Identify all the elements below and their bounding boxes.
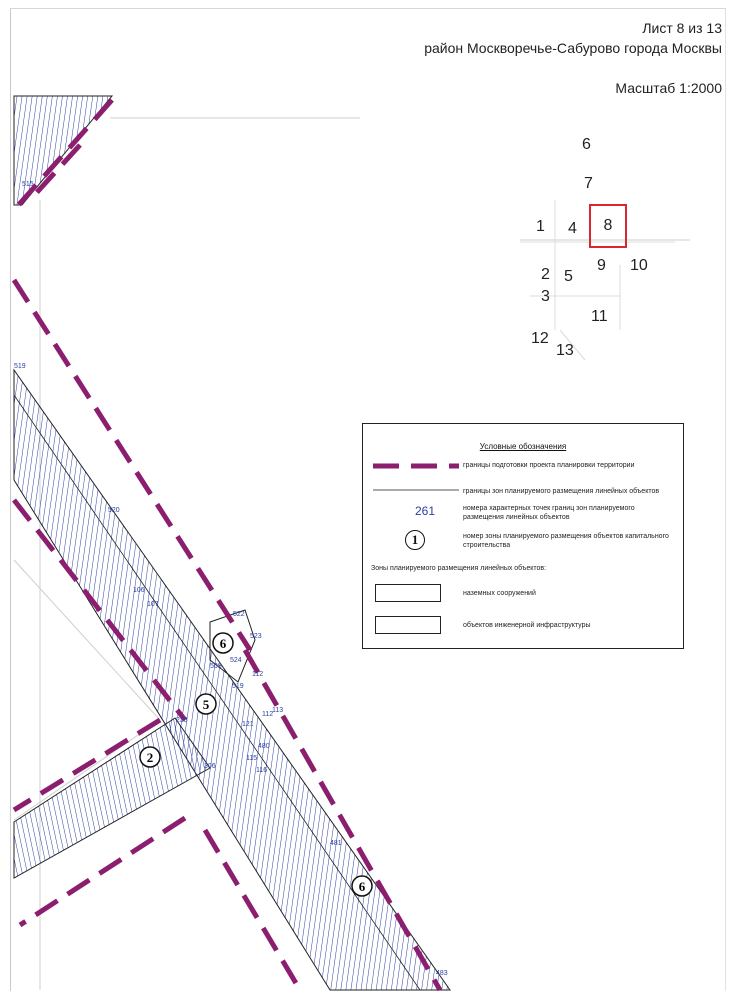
thin-line-icon xyxy=(371,486,461,494)
point-label: 519 xyxy=(14,363,26,370)
zone-number-marker xyxy=(140,747,160,767)
current-sheet-frame xyxy=(589,204,627,248)
point-label: 481 xyxy=(330,840,342,847)
legend-item-text: номер зоны планируемого размещения объектов капитального строительства xyxy=(463,533,669,549)
point-label: 524 xyxy=(230,657,242,664)
legend-title: Условные обозначения xyxy=(479,442,567,451)
sheet-6: 6 xyxy=(582,136,591,153)
sheet-11: 11 xyxy=(591,308,608,325)
legend xyxy=(362,423,684,649)
hatched-zone-top-left xyxy=(14,96,112,205)
legend-zone-text: объектов инженерной инфраструктуры xyxy=(463,622,591,629)
point-label: 238 xyxy=(176,717,188,724)
ground-structures-sample-box xyxy=(375,584,441,602)
point-label: 113 xyxy=(272,707,284,714)
point-label: 116 xyxy=(256,767,268,774)
sheet-8: 8 xyxy=(603,217,613,234)
zone-number-marker xyxy=(352,876,372,896)
point-label: 508 xyxy=(210,663,222,670)
zone-number-sample: 1 xyxy=(405,530,425,550)
sheet-7: 7 xyxy=(584,175,593,192)
dashed-boundary-icon xyxy=(371,460,461,472)
legend-zones-title: Зоны планируемого размещения линейных объектов: xyxy=(371,565,547,572)
zone-number: 6 xyxy=(219,636,227,651)
sheet-number: Лист 8 из 13 xyxy=(642,20,722,36)
sheet-2: 2 xyxy=(541,266,550,283)
zone-number: 2 xyxy=(146,750,154,765)
point-label: 112 xyxy=(262,711,274,718)
legend-item-text: границы зон планируемого размещения линейных объектов xyxy=(463,488,660,495)
point-label: 523 xyxy=(250,633,262,640)
hatched-zone-branch xyxy=(14,718,210,878)
point-label: 483 xyxy=(436,970,448,977)
zone-number-marker xyxy=(196,694,216,714)
sheet-3: 3 xyxy=(541,288,550,305)
scale-label: Масштаб 1:2000 xyxy=(615,80,722,96)
sheet-9: 9 xyxy=(597,257,606,274)
zone-number: 5 xyxy=(202,697,210,712)
point-label: 480 xyxy=(258,743,270,750)
sheet-12: 12 xyxy=(531,330,549,347)
zone-number-marker xyxy=(213,633,233,653)
sheet-13: 13 xyxy=(556,342,574,359)
sheet-4: 4 xyxy=(568,220,577,237)
point-label: 520 xyxy=(108,507,120,514)
point-label: 522 xyxy=(233,611,245,618)
point-number-sample: 261 xyxy=(415,504,436,518)
index-grid xyxy=(500,120,680,380)
sheet-1: 1 xyxy=(536,218,545,235)
sheet-5: 5 xyxy=(564,268,573,285)
legend-item-text: номера характерных точек границ зон планируемого размещения линейных объектов xyxy=(463,505,635,521)
point-label: 519 xyxy=(232,683,244,690)
point-label: 515 xyxy=(22,181,34,188)
point-label: 112 xyxy=(252,671,264,678)
legend-item-text: границы подготовки проекта планировки территории xyxy=(463,462,635,469)
sheet-index-map xyxy=(500,120,680,380)
district-title: район Москворечье-Сабурово города Москвы xyxy=(424,40,722,56)
legend-zone-text: наземных сооружений xyxy=(463,590,536,597)
point-label: 107 xyxy=(147,601,159,608)
point-label: 106 xyxy=(133,587,145,594)
point-label: 115 xyxy=(246,755,258,762)
engineering-infrastructure-sample-box xyxy=(375,616,441,634)
point-label: 121 xyxy=(242,721,254,728)
zone-number: 6 xyxy=(358,879,366,894)
point-label: 306 xyxy=(204,763,216,770)
sheet-10: 10 xyxy=(630,257,648,274)
